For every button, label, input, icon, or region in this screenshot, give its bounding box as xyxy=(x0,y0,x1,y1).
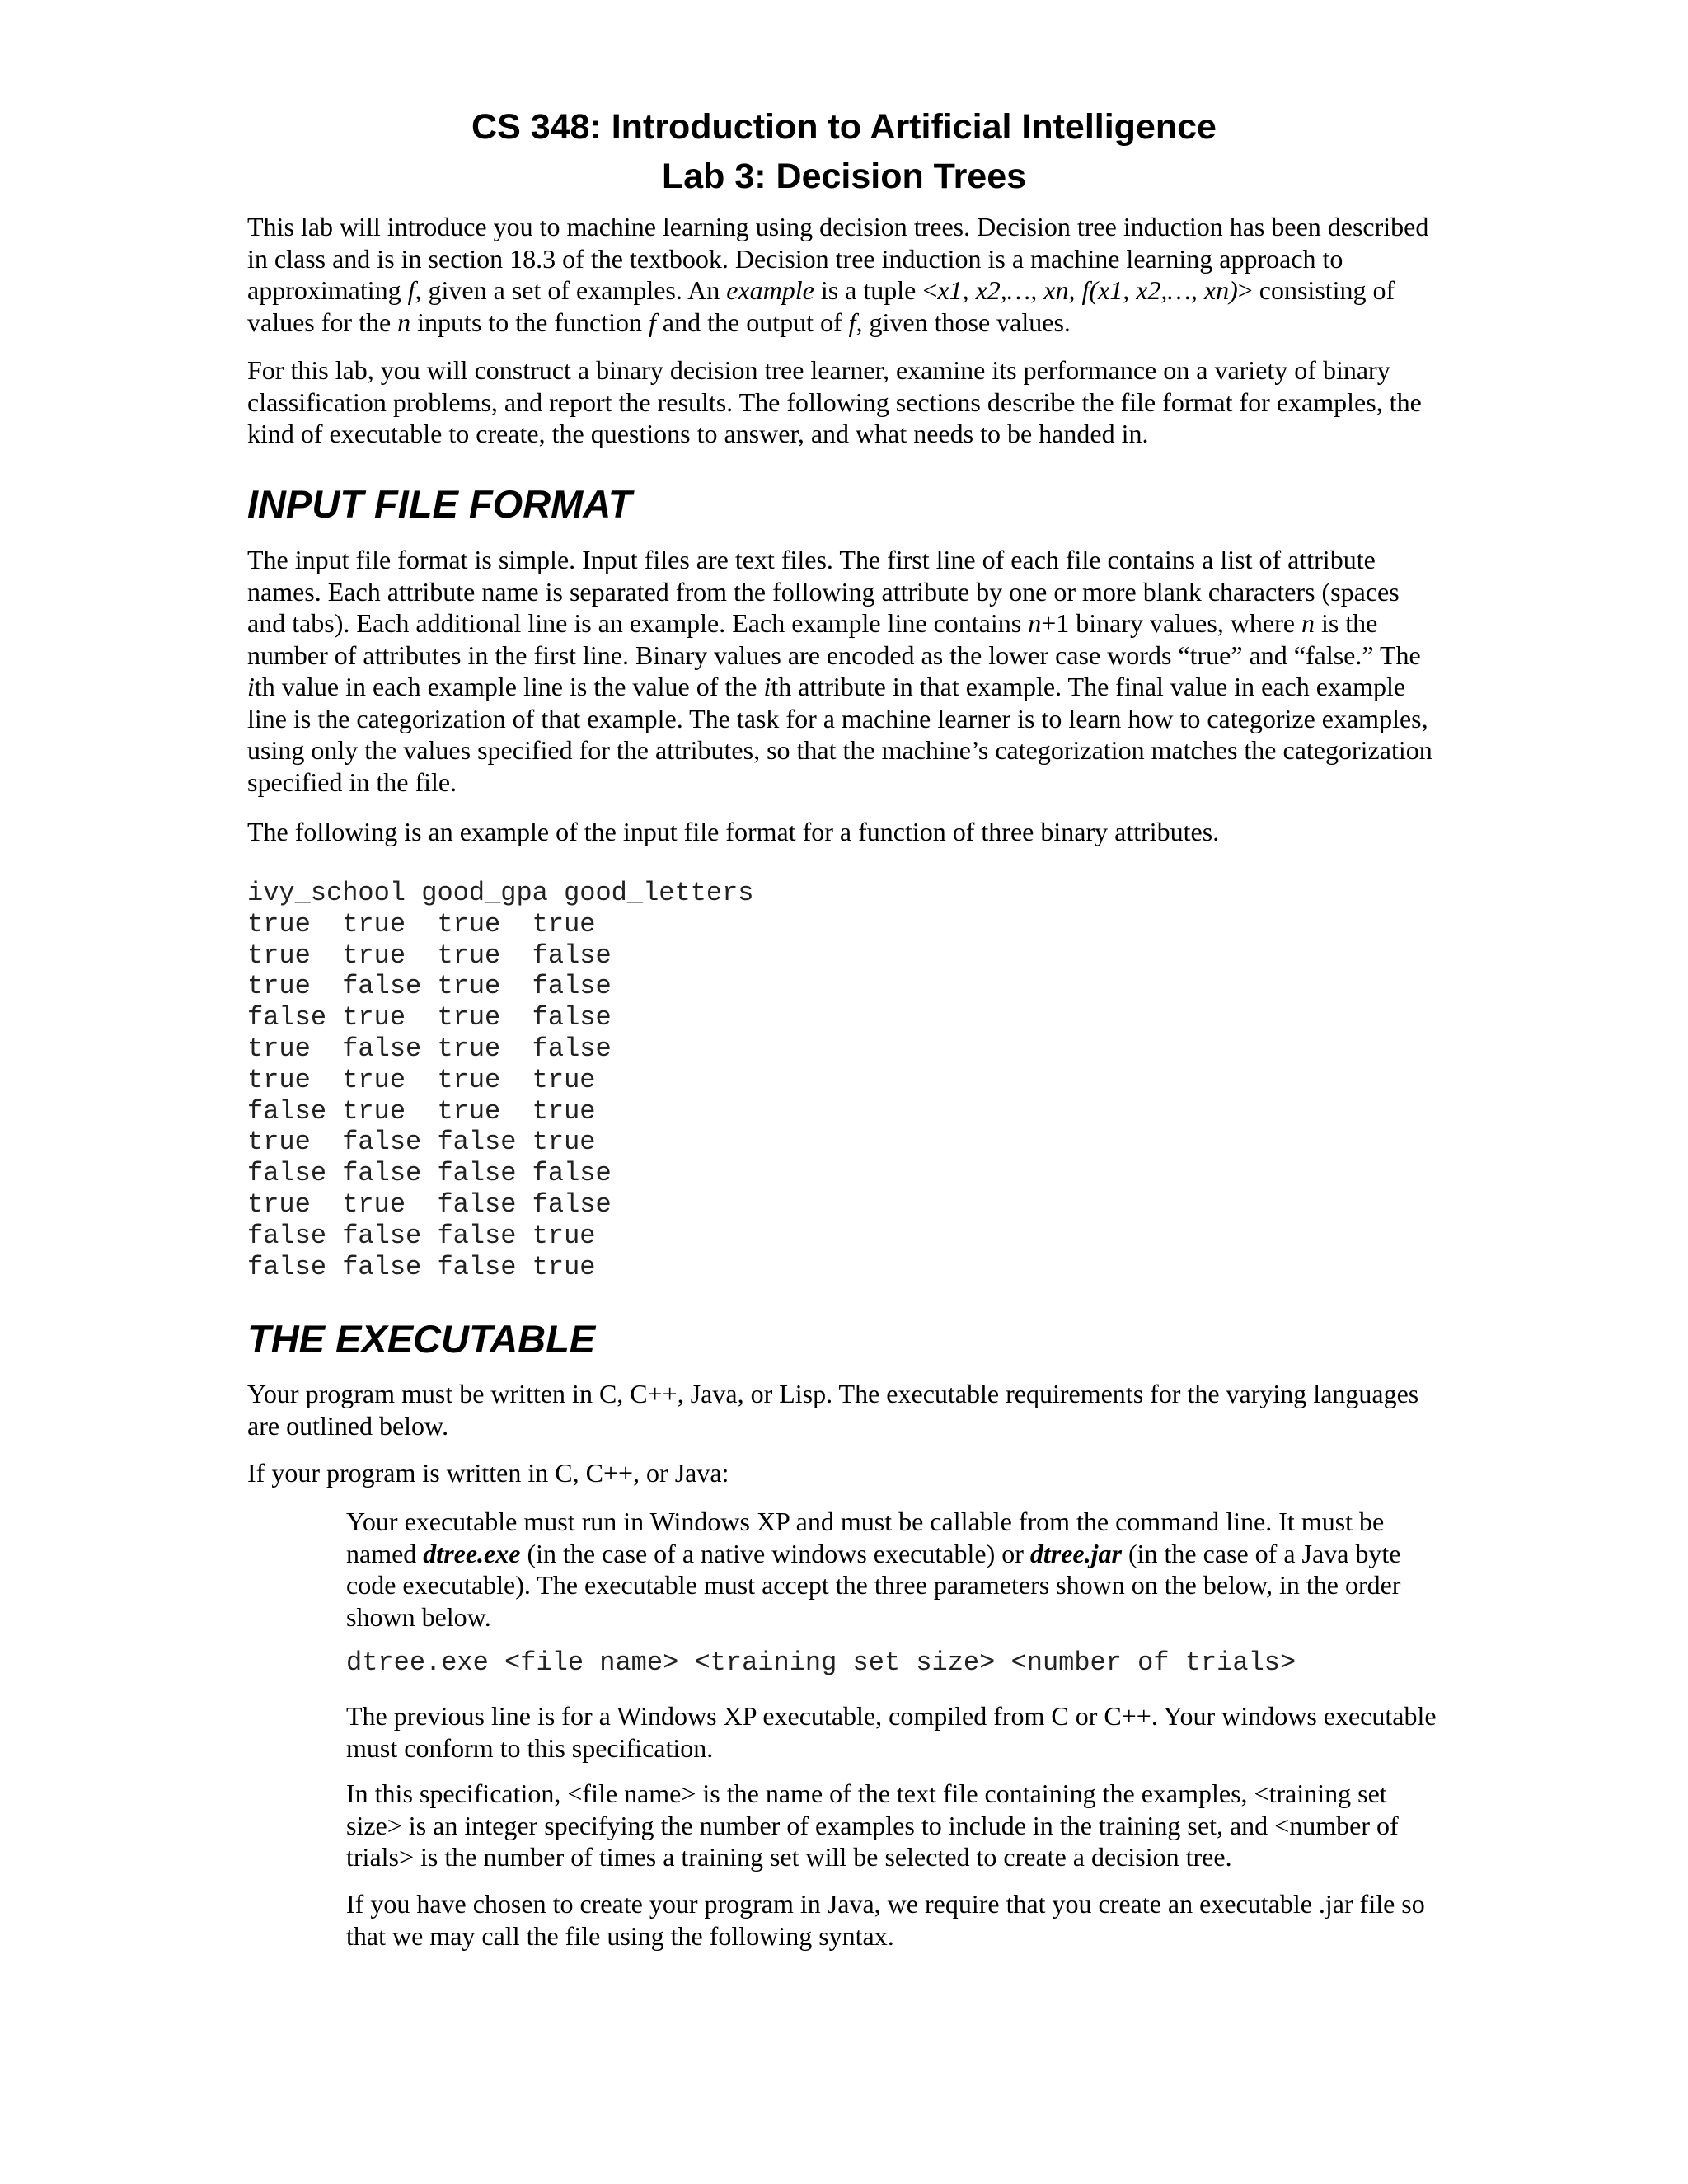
code-line: true false false true xyxy=(247,1127,596,1158)
executable-requirements-paragraph: Your executable must run in Windows XP and must be callable from the command line. It must be named dtree.exe (in the case of a native windows executable) or dtree.jar (in the case of a Java byte code executable). The executable must accept the three parameters shown on the below, in the order shown below. xyxy=(346,1507,1401,1632)
code-line: false true true false xyxy=(247,1002,612,1033)
example-input-file xyxy=(247,878,754,1282)
java-jar-paragraph: If you have chosen to create your program in Java, we require that you create an executable .jar file so that we may call the file using the following syntax. xyxy=(346,1889,1425,1951)
document-title: CS 348: Introduction to Artificial Intelligence xyxy=(471,107,1217,147)
input-format-paragraph: The input file format is simple. Input files are text files. The first line of each file contains a list of attribute names. Each attribute name is separated from the following attribute by one or more blank characters (spaces and tabs). Each additional line is an example. Each example line contains n+1 binary values, where n is the number of attributes in the first line. Binary values are encoded as the lower case words “true” and “false.” The ith value in each example line is the value of the ith attribute in that example. The final value in each example line is the categorization of that example. The task for a machine learner is to learn how to categorize examples, using only the values specified for the attributes, so that the machine’s categorization matches the categorization specified in the file. xyxy=(247,545,1432,797)
parameter-specification-paragraph: In this specification, <file name> is the name of the text file containing the examples, <training set size> is an integer specifying the number of examples to include in the training set, and <number of trials> is the number of times a training set will be selected to create a decision tree. xyxy=(346,1779,1399,1872)
section-heading-input-file-format: INPUT FILE FORMAT xyxy=(247,482,632,526)
executable-paragraph-2: If your program is written in C, C++, or Java: xyxy=(247,1458,729,1488)
dtree-jar-name: dtree.jar xyxy=(1029,1538,1122,1568)
document-subtitle: Lab 3: Decision Trees xyxy=(661,157,1027,196)
code-line: true false true false xyxy=(247,1033,612,1064)
code-line: ivy_school good_gpa good_letters xyxy=(247,878,754,908)
code-line: false true true true xyxy=(247,1095,596,1127)
command-line-syntax: dtree.exe <file name> <training set size> <number of trials> xyxy=(346,1647,1296,1678)
dtree-exe-name: dtree.exe xyxy=(423,1538,521,1568)
code-line: true true true true xyxy=(247,908,596,940)
code-line: true true true false xyxy=(247,940,612,971)
code-line: false false false true xyxy=(247,1251,596,1282)
code-line: true false true false xyxy=(247,971,612,1002)
code-line: true true true true xyxy=(247,1064,596,1095)
code-line: false false false true xyxy=(247,1220,596,1251)
input-example-intro: The following is an example of the input file format for a function of three binary attributes. xyxy=(247,817,1220,846)
windows-executable-note: The previous line is for a Windows XP executable, compiled from C or C++. Your windows executable must conform to this specification. xyxy=(346,1701,1437,1763)
section-heading-the-executable: THE EXECUTABLE xyxy=(247,1317,596,1361)
code-line: false false false false xyxy=(247,1158,612,1189)
intro-paragraph-1: This lab will introduce you to machine learning using decision trees. Decision tree induction has been described in class and is in section 18.3 of the textbook. Decision tree induction is a machine learning approach to approximating f, given a set of examples. An example is a tuple <x1, x2,…, xn, f(x1, x2,…, xn)> consisting of values for the n inputs to the function f and the output of f, given those values. xyxy=(247,212,1429,337)
tuple-formula: x1, x2,…, xn, f(x1, x2,…, xn) xyxy=(937,275,1238,305)
executable-paragraph-1: Your program must be written in C, C++, Java, or Lisp. The executable requirements for the varying languages are outlined below. xyxy=(247,1379,1419,1441)
code-line: true true false false xyxy=(247,1188,612,1220)
intro-paragraph-2: For this lab, you will construct a binary decision tree learner, examine its performance on a variety of binary classification problems, and report the results. The following sections describe the file format for examples, the kind of executable to create, the questions to answer, and what needs to be handed in. xyxy=(247,355,1422,448)
